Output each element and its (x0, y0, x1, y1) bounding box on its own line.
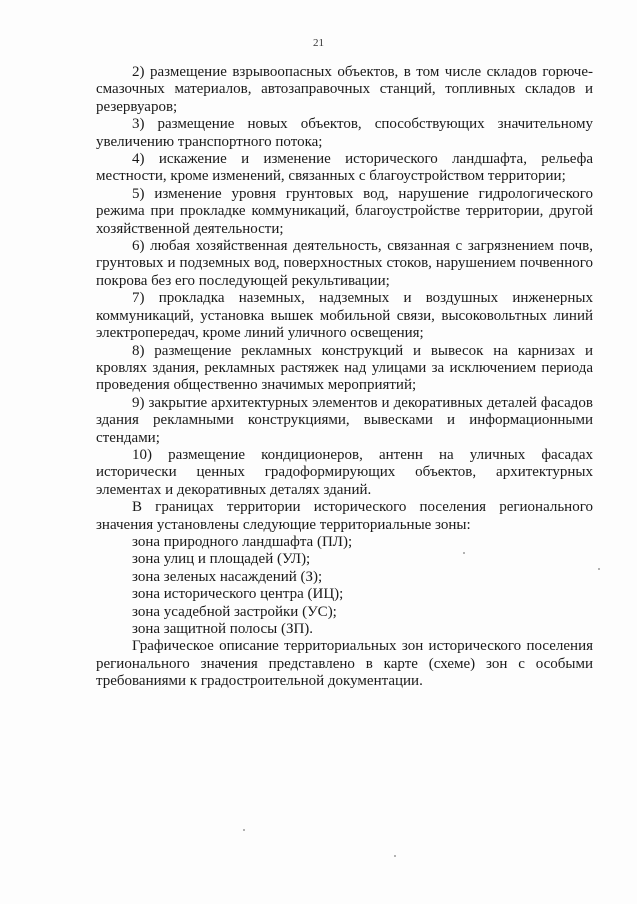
zones-intro-paragraph: В границах территории исторического поселения регионального значения установлены следующие территориальные зоны: (96, 499, 593, 533)
zone-item-z: зона зеленых насаждений (З); (132, 568, 323, 585)
paragraph-item-6: 6) любая хозяйственная деятельность, связанная с загрязнением почв, грунтовых и подземных вод, поверхностных стоков, нарушением почвенного покрова без его последующей рекультивации; (96, 238, 593, 289)
zone-item-us: зона усадебной застройки (УС); (132, 603, 337, 620)
page-number: 21 (313, 37, 324, 49)
document-body (96, 64, 593, 691)
scan-speck (463, 552, 465, 554)
paragraph-item-2: 2) размещение взрывоопасных объектов, в том числе складов горюче-смазочных материалов, автозаправочных станций, топливных складов и резервуаров; (96, 64, 593, 115)
paragraph-item-7: 7) прокладка наземных, надземных и воздушных инженерных коммуникаций, установка вышек мобильной связи, высоковольтных линий электропередач, кроме линий уличного освещения; (96, 290, 593, 342)
zone-item-ul: зона улиц и площадей (УЛ); (132, 551, 311, 568)
scan-speck (394, 855, 396, 857)
scan-speck (243, 829, 245, 831)
zone-item-ic: зона исторического центра (ИЦ); (132, 586, 344, 603)
scan-speck (598, 568, 600, 570)
paragraph-item-3: 3) размещение новых объектов, способствующих значительному увеличению транспортного потока; (96, 116, 593, 150)
paragraph-item-4: 4) искажение и изменение исторического ландшафта, рельефа местности, кроме изменений, связанных с благоустройством территории; (96, 151, 593, 185)
zone-item-pl: зона природного ландшафта (ПЛ); (132, 533, 353, 550)
zone-item-zp: зона защитной полосы (ЗП). (132, 621, 314, 637)
zone-list (96, 534, 593, 638)
paragraph-item-9: 9) закрытие архитектурных элементов и декоративных деталей фасадов здания рекламными конструкциями, вывесками и информационными стендами; (96, 394, 593, 446)
paragraph-item-8: 8) размещение рекламных конструкций и вывесок на карнизах и кровлях здания, рекламных растяжек над улицами за исключением периода проведения общественно значимых мероприятий; (96, 342, 593, 394)
paragraph-item-10: 10) размещение кондиционеров, антенн на уличных фасадах исторически ценных градоформирующих объектов, архитектурных элементах и декоративных деталях зданий. (96, 446, 593, 498)
paragraph-item-5: 5) изменение уровня грунтовых вод, нарушение гидрологического режима при прокладке коммуникаций, благоустройстве территории, другой хозяйственной деятельности; (96, 185, 593, 237)
graphic-description-paragraph: Графическое описание территориальных зон исторического поселения регионального значения представлено в карте (схеме) зон с особыми требованиями к градостроительной документации. (96, 638, 593, 690)
